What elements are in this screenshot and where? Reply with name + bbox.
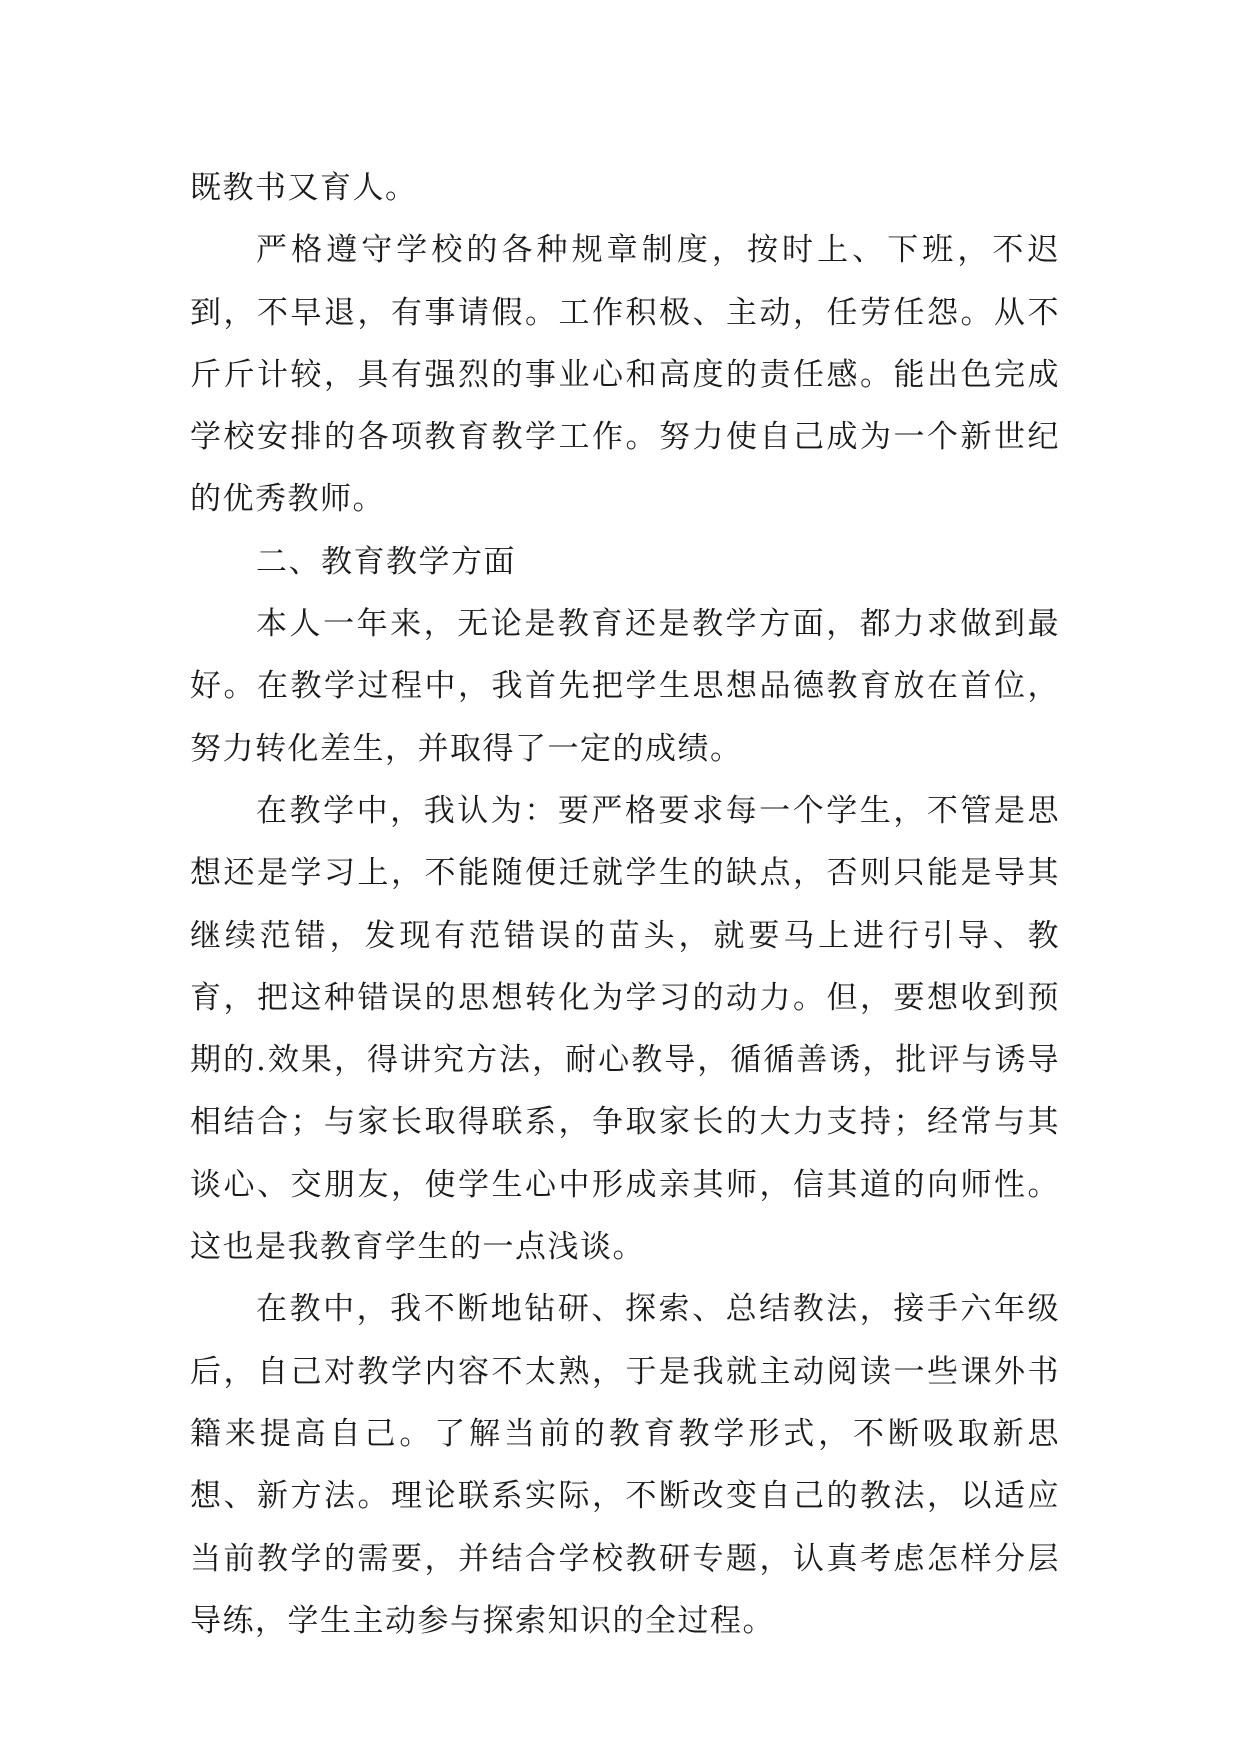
paragraph-continuation: 既教书又育人。 (190, 170, 418, 206)
paragraph-strict-requirements: 在教学中，我认为：要严格要求每一个学生，不管是思想还是学习上，不能随便迁就学生的缺点，否则只能是导其继续范错，发现有范错误的苗头，就要马上进行引导、教育，把这种错误的思想转化为学习的动力。但，要想收到预期的.效果，得讲究方法，耐心教导，循循善诱，批评与诱导相结合；与家长取得联系，争取家长的大力支持；经常与其谈心、交朋友，使学生心中形成亲其师，信其道的向师性。这也是我教育学生的一点浅谈。 (190, 792, 1060, 1266)
section-heading-teaching: 二、教育教学方面 (256, 543, 516, 580)
paragraph-discipline: 严格遵守学校的各种规章制度，按时上、下班，不迟到，不早退，有事请假。工作积极、主动，任劳任怨。从不斤斤计较，具有强烈的事业心和高度的责任感。能出色完成学校安排的各项教育教学工作。努力使自己成为一个新世纪的优秀教师。 (190, 232, 1060, 518)
document-body (190, 157, 1060, 1652)
paragraph-research-methods: 在教中，我不断地钻研、探索、总结教法，接手六年级后，自己对教学内容不太熟，于是我就主动阅读一些课外书籍来提高自己。了解当前的教育教学形式，不断吸取新思想、新方法。理论联系实际，不断改变自己的教法，以适应当前教学的需要，并结合学校教研专题，认真考虑怎样分层导练，学生主动参与探索知识的全过程。 (190, 1291, 1060, 1639)
paragraph-year-summary: 本人一年来，无论是教育还是教学方面，都力求做到最好。在教学过程中，我首先把学生思想品德教育放在首位，努力转化差生，并取得了一定的成绩。 (190, 606, 1060, 767)
